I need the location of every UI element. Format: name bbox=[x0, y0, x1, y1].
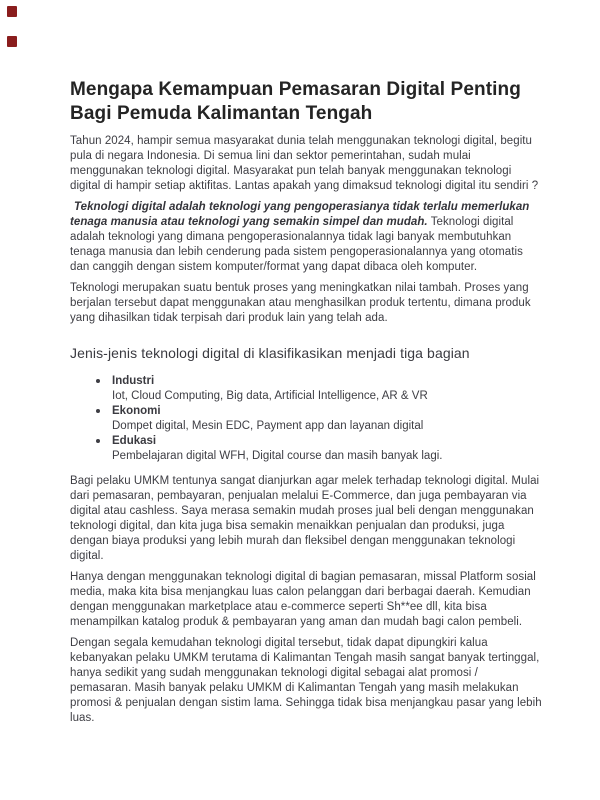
list-item-ekonomi bbox=[112, 404, 542, 434]
list-item-term: Industri bbox=[112, 375, 155, 387]
marketing-paragraph: Hanya dengan menggunakan teknologi digital di bagian pemasaran, missal Platform sosial media, maka kita bisa menjangkau luas calon pelanggan dari berbagai daerah. Kemudian dengan menggunakan marketplace atau e-commerce seperti Sh**ee dll, kita bisa menampilkan katalog produk & pembayaran yang aman dan mudah bagi calon pembeli. bbox=[70, 571, 536, 628]
intro-paragraph: Tahun 2024, hampir semua masyarakat dunia telah menggunakan teknologi digital, begitu pula di negara Indonesia. Di semua lini dan sektor pemerintahan, sudah mulai menggunakan teknologi digital. Masyarakat pun telah banyak menggunakan teknologi digital di hampir setiap aktifitas. Lantas apakah yang dimaksud teknologi digital itu sendiri ? bbox=[70, 135, 539, 192]
document-content bbox=[70, 0, 542, 732]
technology-paragraph: Teknologi merupakan suatu bentuk proses yang meningkatkan nilai tambah. Proses yang berjalan tersebut dapat menggunakan atau menghasilkan produk tertentu, dimana produk yang dihasilkan tidak terpisah dari produk lain yang telah ada. bbox=[70, 282, 531, 324]
red-corner-marker-top bbox=[7, 6, 17, 17]
closing-paragraph: Dengan segala kemudahan teknologi digital tersebut, tidak dapat dipungkiri kalua kebanyakan pelaku UMKM terutama di Kalimantan Tengah masih sangat banyak tertinggal, hanya sedikit yang sudah menggunakan teknologi digital sebagai alat promosi / pemasaran. Masih banyak pelaku UMKM di Kalimantan Tengah yang masih melakukan promosi & penjualan dengan sistim lama. Sehingga tidak bisa menjangkau pasar yang lebih luas. bbox=[70, 637, 542, 724]
definition-rest-text: Teknologi digital adalah teknologi yang dimana pengoperasionalannya tidak lagi banyak membutuhkan tenaga manusia dan lebih cenderung pada sistem pengoperasionalannya yang otomatis dan canggih dengan sistem komputer/format yang dapat dibaca oleh komputer. bbox=[70, 216, 523, 273]
definition-emphasis-text: Teknologi digital adalah teknologi yang pengoperasianya tidak terlalu memerlukan tenaga manusia atau teknologi yang semakin simpel dan mudah. bbox=[70, 201, 530, 228]
bullet-icon bbox=[96, 439, 100, 443]
list-item-desc: Dompet digital, Mesin EDC, Payment app dan layanan digital bbox=[112, 420, 424, 432]
umkm-paragraph: Bagi pelaku UMKM tentunya sangat dianjurkan agar melek terhadap teknologi digital. Mulai dari pemasaran, pembayaran, penjualan melalui E-Commerce, dan juga pembayaran via digital atau cashless. Saya merasa semakin mudah proses jual beli dengan menggunakan teknologi digital, dan kita juga bisa semakin menaikkan penjualan dan produksi, juga dengan biaya produksi yang lebih murah dan fleksibel dengan menggunakan teknologi digital. bbox=[70, 475, 540, 562]
bullet-icon bbox=[96, 409, 100, 413]
document-title: Mengapa Kemampuan Pemasaran Digital Penting Bagi Pemuda Kalimantan Tengah bbox=[70, 79, 521, 124]
definition-paragraph bbox=[70, 200, 542, 275]
list-item-desc: Pembelajaran digital WFH, Digital course dan masih banyak lagi. bbox=[112, 450, 443, 462]
classification-heading: Jenis-jenis teknologi digital di klasifikasikan menjadi tiga bagian bbox=[70, 345, 470, 361]
list-item-industri bbox=[112, 374, 542, 404]
bullet-icon bbox=[96, 379, 100, 383]
list-item-desc: Iot, Cloud Computing, Big data, Artificial Intelligence, AR & VR bbox=[112, 390, 428, 402]
list-item-edukasi bbox=[112, 434, 542, 464]
list-item-term: Ekonomi bbox=[112, 405, 161, 417]
red-corner-marker-bottom bbox=[7, 36, 17, 47]
list-item-term: Edukasi bbox=[112, 435, 157, 447]
classification-list bbox=[70, 374, 542, 464]
